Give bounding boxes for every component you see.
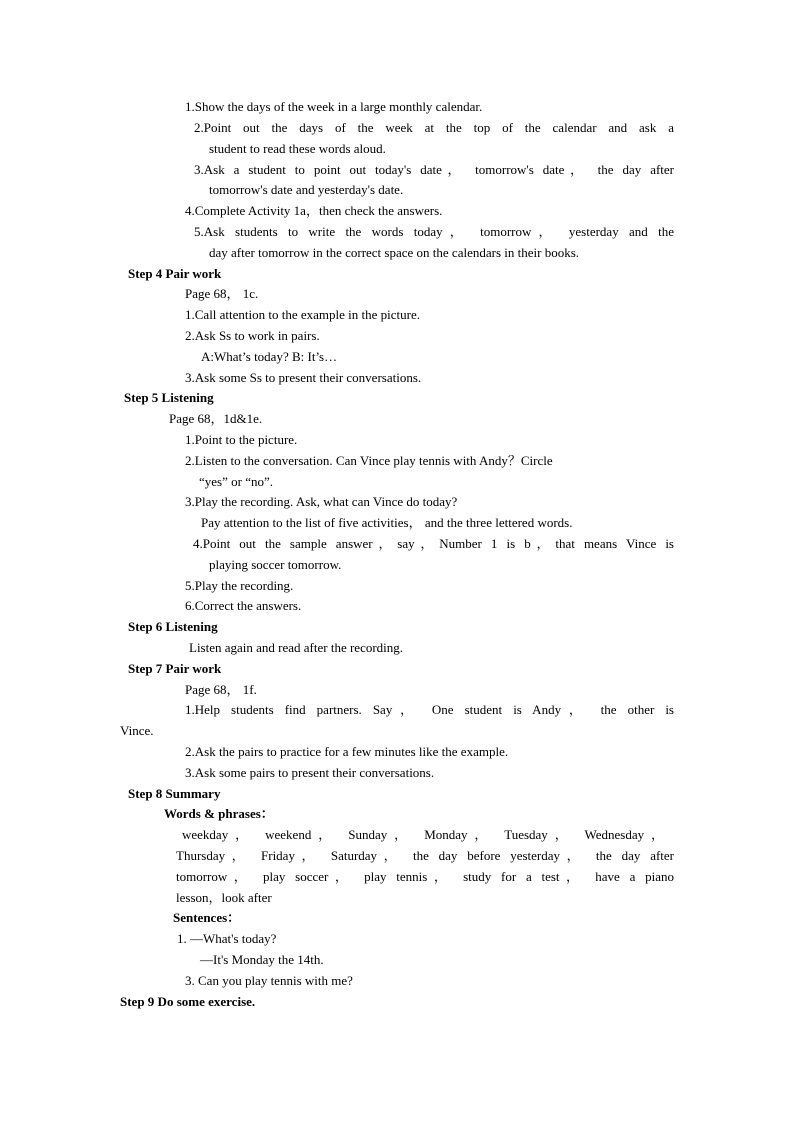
step5-item-4: 4.Point out the sample answer，say，Number 1 is b，that means Vince is xyxy=(193,536,674,551)
step5-page-ref: Page 68，1d&1e. xyxy=(169,411,263,426)
step5-heading: Step 5 Listening xyxy=(124,390,214,405)
sentence-1: 1. —What's today? xyxy=(177,931,277,946)
step4-page-ref: Page 68， 1c. xyxy=(185,286,259,301)
step5-item-1: 1.Point to the picture. xyxy=(185,432,298,447)
step3-item-5: 5.Ask students to write the words today， tomorrow， yesterday and the xyxy=(194,224,674,239)
step7-page-ref: Page 68， 1f. xyxy=(185,682,257,697)
step3-item-4: 4.Complete Activity 1a，then check the answers. xyxy=(185,203,443,218)
step9-heading: Step 9 Do some exercise. xyxy=(120,994,256,1009)
words-line-1: weekday， weekend， Sunday， Monday， Tuesday， Wednesday， xyxy=(182,827,664,842)
step7-item-1: 1.Help students find partners. Say， One student is Andy， the other is xyxy=(185,702,674,717)
step3-item-5-cont: day after tomorrow in the correct space on the calendars in their books. xyxy=(209,245,579,260)
step5-item-4-cont: playing soccer tomorrow. xyxy=(209,557,342,572)
step4-heading: Step 4 Pair work xyxy=(128,266,222,281)
step6-text: Listen again and read after the recording. xyxy=(189,640,404,655)
step5-item-3: 3.Play the recording. Ask, what can Vince do today? xyxy=(185,494,458,509)
step3-item-3: 3.Ask a student to point out today's date， tomorrow's date， the day after xyxy=(194,162,674,177)
words-line-4: lesson，look after xyxy=(176,890,272,905)
step7-item-1-cont: Vince. xyxy=(120,723,154,738)
words-phrases-heading: Words & phrases： xyxy=(164,806,274,821)
step4-dialogue: A:What’s today? B: It’s… xyxy=(201,349,338,364)
step7-item-2: 2.Ask the pairs to practice for a few minutes like the example. xyxy=(185,744,509,759)
step7-heading: Step 7 Pair work xyxy=(128,661,222,676)
step3-item-2: 2.Point out the days of the week at the top of the calendar and ask a xyxy=(194,120,674,135)
step3-item-2-cont: student to read these words aloud. xyxy=(209,141,386,156)
step4-item-3: 3.Ask some Ss to present their conversations. xyxy=(185,370,422,385)
step4-item-1: 1.Call attention to the example in the picture. xyxy=(185,307,421,322)
words-line-3: tomorrow， play soccer， play tennis， study for a test， have a piano xyxy=(176,869,674,884)
sentences-heading: Sentences： xyxy=(173,910,241,925)
step3-item-3-cont: tomorrow's date and yesterday's date. xyxy=(209,182,404,197)
sentence-1-reply: —It's Monday the 14th. xyxy=(200,952,324,967)
step5-item-5: 5.Play the recording. xyxy=(185,578,294,593)
words-line-2: Thursday， Friday， Saturday， the day before yesterday， the day after xyxy=(176,848,674,863)
step6-heading: Step 6 Listening xyxy=(128,619,218,634)
step5-item-2-cont: “yes” or “no”. xyxy=(199,474,273,489)
step5-item-2: 2.Listen to the conversation. Can Vince play tennis with Andy？Circle xyxy=(185,453,553,468)
step5-item-3-cont: Pay attention to the list of five activities， and the three lettered words. xyxy=(201,515,573,530)
step3-item-1: 1.Show the days of the week in a large monthly calendar. xyxy=(185,99,483,114)
sentence-3: 3. Can you play tennis with me? xyxy=(185,973,353,988)
step5-item-6: 6.Correct the answers. xyxy=(185,598,302,613)
step8-heading: Step 8 Summary xyxy=(128,786,221,801)
step4-item-2: 2.Ask Ss to work in pairs. xyxy=(185,328,320,343)
step7-item-3: 3.Ask some pairs to present their conversations. xyxy=(185,765,435,780)
